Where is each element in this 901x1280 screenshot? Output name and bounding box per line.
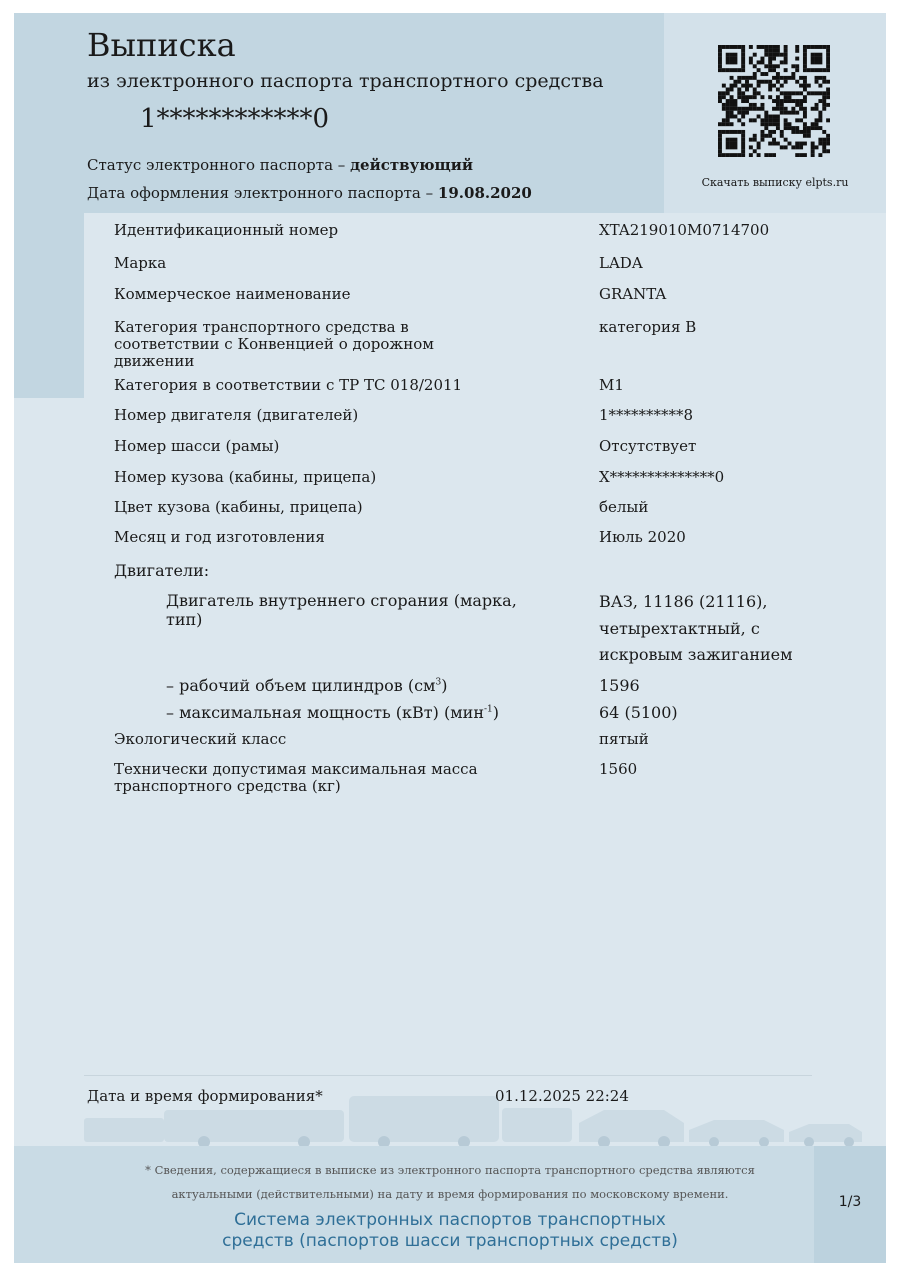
system-name-line-1: Система электронных паспортов транспортных	[234, 1210, 666, 1230]
field-label-category-tr: Категория в соответствии с ТР ТС 018/2011	[114, 376, 463, 394]
generation-datetime-label: Дата и время формирования*	[87, 1087, 323, 1105]
field-label-body-number: Номер кузова (кабины, прицепа)	[114, 468, 377, 486]
field-label-body-color: Цвет кузова (кабины, прицепа)	[114, 498, 363, 516]
field-label-engine-number: Номер двигателя (двигателей)	[114, 406, 359, 424]
engine-power-value: 64 (5100)	[599, 703, 678, 722]
field-value-chassis-number: Отсутствует	[599, 437, 697, 455]
field-label-vin: Идентификационный номер	[114, 221, 339, 239]
footnote-line-2: актуальными (действительными) на дату и время формирования по московскому времени.	[171, 1187, 729, 1201]
field-value-engine-number: 1**********8	[599, 406, 694, 424]
field-label-category-convention: Категория транспортного средства в соответствии с Конвенцией о дорожном движении	[114, 318, 434, 370]
engine-volume-label-text: – рабочий объем цилиндров (см	[166, 676, 436, 695]
date-value: 19.08.2020	[437, 184, 532, 202]
passport-issue-date	[87, 184, 532, 202]
engine-type-value: ВАЗ, 11186 (21116), четырехтактный, с искровым зажиганием	[599, 592, 793, 664]
passport-number: 1************0	[140, 104, 330, 134]
eco-class-value: пятый	[599, 730, 649, 748]
field-value-body-color: белый	[599, 498, 649, 516]
date-label: Дата оформления электронного паспорта –	[87, 184, 438, 202]
engine-volume-label-end: )	[441, 676, 448, 695]
engine-type-label: Двигатель внутреннего сгорания (марка, тип)	[166, 591, 517, 629]
field-label-commercial-name: Коммерческое наименование	[114, 285, 351, 303]
footnote-line-1: * Сведения, содержащиеся в выписке из электронного паспорта транспортного средства являются	[145, 1163, 755, 1177]
field-label-brand: Марка	[114, 254, 167, 272]
header-side-band	[14, 13, 84, 398]
engine-power-sup: -1	[484, 704, 493, 715]
generation-datetime-value: 01.12.2025 22:24	[495, 1087, 629, 1105]
page-number: 1/3	[838, 1194, 862, 1210]
field-value-brand: LADA	[599, 254, 643, 272]
field-value-category-convention: категория В	[599, 318, 697, 336]
field-label-chassis-number: Номер шасси (рамы)	[114, 437, 280, 455]
field-value-commercial-name: GRANTA	[599, 285, 667, 303]
engine-volume-value: 1596	[599, 676, 640, 695]
field-value-vin: XTA219010M0714700	[599, 221, 770, 239]
document-title: Выписка	[87, 26, 236, 64]
system-name-line-2: средств (паспортов шасси транспортных средств)	[222, 1231, 678, 1251]
divider	[84, 1075, 812, 1076]
field-value-manufacture-date: Июль 2020	[599, 528, 686, 546]
document-subtitle: из электронного паспорта транспортного средства	[87, 70, 604, 92]
engine-volume-sup: 3	[435, 677, 442, 688]
field-value-category-tr: M1	[599, 376, 624, 394]
max-mass-value: 1560	[599, 760, 638, 778]
field-label-manufacture-date: Месяц и год изготовления	[114, 528, 325, 546]
engines-heading: Двигатели:	[114, 561, 210, 580]
status-label: Статус электронного паспорта –	[87, 156, 351, 174]
max-mass-label: Технически допустимая максимальная масса транспортного средства (кг)	[114, 760, 478, 795]
engine-power-label-text: – максимальная мощность (кВт) (мин	[166, 703, 484, 722]
eco-class-label: Экологический класс	[114, 730, 287, 748]
system-name	[150, 1210, 750, 1252]
qr-code-icon[interactable]	[718, 45, 830, 157]
qr-caption: Скачать выписку elpts.ru	[701, 176, 849, 189]
field-value-body-number: X**************0	[599, 468, 725, 486]
engine-power-label-end: )	[492, 703, 500, 722]
engine-volume-label	[166, 676, 447, 695]
engine-power-label	[166, 703, 499, 722]
status-value: действующий	[350, 156, 474, 174]
passport-status	[87, 156, 473, 174]
